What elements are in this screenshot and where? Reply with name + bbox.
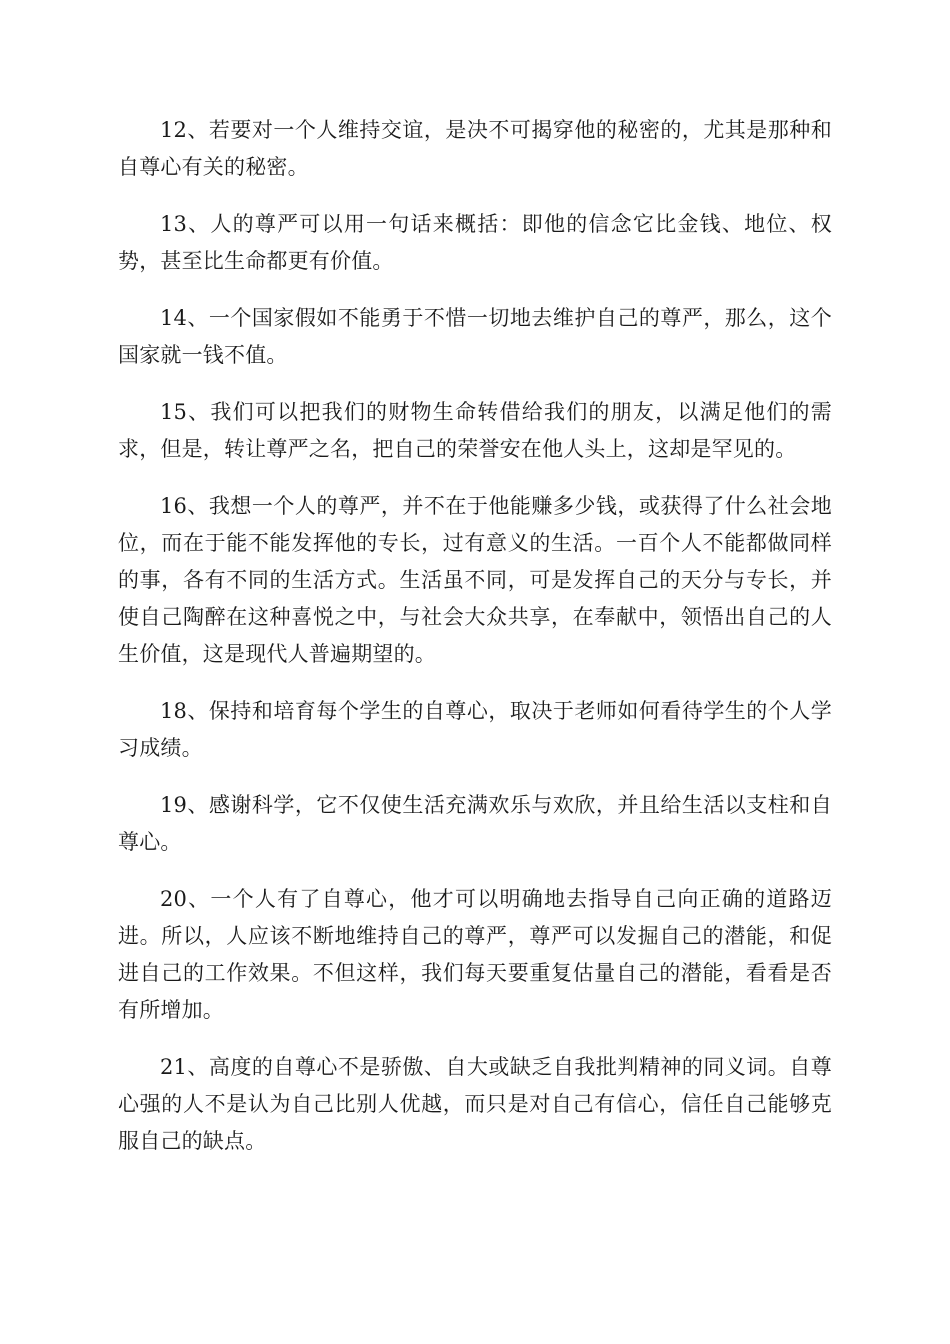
paragraph-18: 18、保持和培育每个学生的自尊心，取决于老师如何看待学生的个人学习成绩。 bbox=[118, 699, 832, 760]
paragraph-13: 13、人的尊严可以用一句话来概括：即他的信念它比金钱、地位、权势，甚至比生命都更有价值。 bbox=[118, 212, 832, 273]
paragraph-14: 14、一个国家假如不能勇于不惜一切地去维护自己的尊严，那么，这个国家就一钱不值。 bbox=[118, 306, 832, 367]
paragraph-21: 21、高度的自尊心不是骄傲、自大或缺乏自我批判精神的同义词。自尊心强的人不是认为自己比别人优越，而只是对自己有信心，信任自己能够克服自己的缺点。 bbox=[118, 1055, 832, 1153]
document-page bbox=[118, 112, 832, 1180]
paragraph-16: 16、我想一个人的尊严，并不在于他能赚多少钱，或获得了什么社会地位，而在于能不能发挥他的专长，过有意义的生活。一百个人不能都做同样的事，各有不同的生活方式。生活虽不同，可是发挥自己的天分与专长，并使自己陶醉在这种喜悦之中，与社会大众共享，在奉献中，领悟出自己的人生价值，这是现代人普遍期望的。 bbox=[118, 494, 832, 666]
paragraph-20: 20、一个人有了自尊心，他才可以明确地去指导自己向正确的道路迈进。所以，人应该不断地维持自己的尊严，尊严可以发掘自己的潜能，和促进自己的工作效果。不但这样，我们每天要重复估量自己的潜能，看看是否有所增加。 bbox=[118, 887, 832, 1022]
paragraph-12: 12、若要对一个人维持交谊，是决不可揭穿他的秘密的，尤其是那种和自尊心有关的秘密。 bbox=[118, 118, 832, 179]
paragraph-15: 15、我们可以把我们的财物生命转借给我们的朋友，以满足他们的需求，但是，转让尊严之名，把自己的荣誉安在他人头上，这却是罕见的。 bbox=[118, 400, 832, 461]
paragraph-19: 19、感谢科学，它不仅使生活充满欢乐与欢欣，并且给生活以支柱和自尊心。 bbox=[118, 793, 832, 854]
